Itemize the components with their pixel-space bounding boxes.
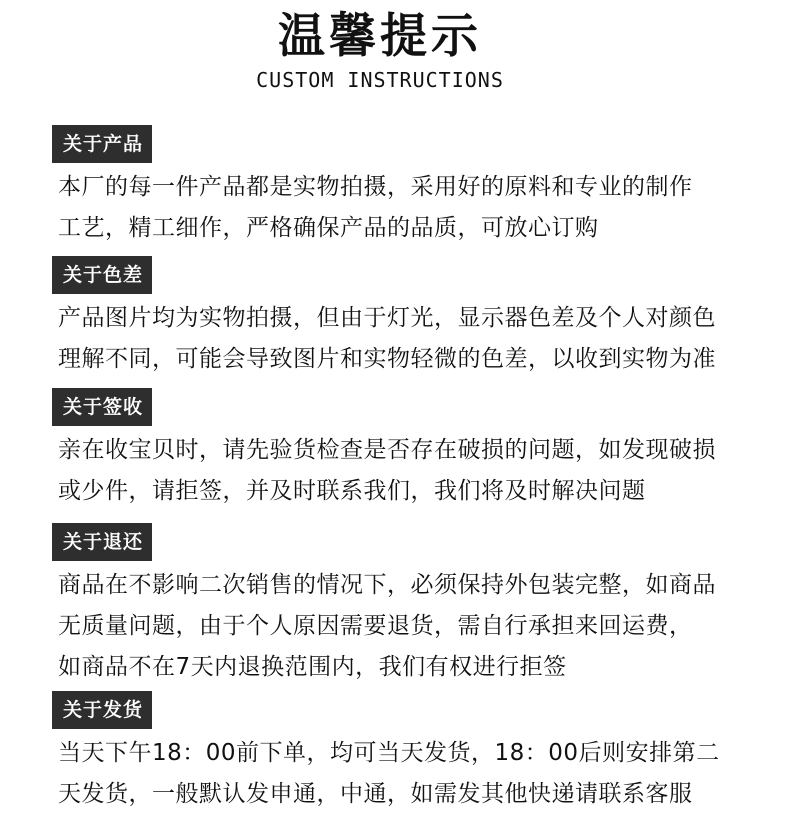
section-receipt — [52, 388, 772, 512]
section-text — [58, 565, 772, 688]
section-tag: 关于产品 — [52, 125, 152, 163]
section-text — [58, 430, 772, 512]
section-tag: 关于退还 — [52, 523, 152, 561]
text-line: 或少件，请拒签，并及时联系我们，我们将及时解决问题 — [58, 478, 646, 504]
text-line: 理解不同，可能会导致图片和实物轻微的色差，以收到实物为准 — [58, 346, 716, 372]
text-line: 产品图片均为实物拍摄，但由于灯光，显示器色差及个人对颜色 — [58, 305, 716, 331]
text-line: 本厂的每一件产品都是实物拍摄，采用好的原料和专业的制作 — [58, 174, 693, 200]
text-line: 商品在不影响二次销售的情况下，必须保持外包装完整，如商品 — [58, 572, 716, 598]
section-tag: 关于签收 — [52, 388, 152, 426]
text-line: 天发货，一般默认发申通，中通，如需发其他快递请联系客服 — [58, 781, 693, 807]
section-tag: 关于发货 — [52, 691, 152, 729]
page-subtitle: CUSTOM INSTRUCTIONS — [256, 68, 504, 92]
section-product — [52, 125, 772, 249]
section-text — [58, 733, 772, 815]
section-tag: 关于色差 — [52, 256, 152, 294]
page-title: 温馨提示 — [278, 9, 482, 64]
text-line: 工艺，精工细作，严格确保产品的品质，可放心订购 — [58, 215, 599, 241]
section-text — [58, 167, 772, 249]
section-returns — [52, 523, 772, 688]
header — [0, 8, 760, 92]
section-shipping — [52, 691, 772, 815]
text-line: 如商品不在7天内退换范围内，我们有权进行拒签 — [58, 654, 567, 680]
section-color-difference — [52, 256, 772, 380]
text-line: 当天下午18：00前下单，均可当天发货，18：00后则安排第二 — [58, 740, 720, 766]
text-line: 无质量问题，由于个人原因需要退货，需自行承担来回运费， — [58, 613, 693, 639]
section-text — [58, 298, 772, 380]
text-line: 亲在收宝贝时，请先验货检查是否存在破损的问题，如发现破损 — [58, 437, 716, 463]
